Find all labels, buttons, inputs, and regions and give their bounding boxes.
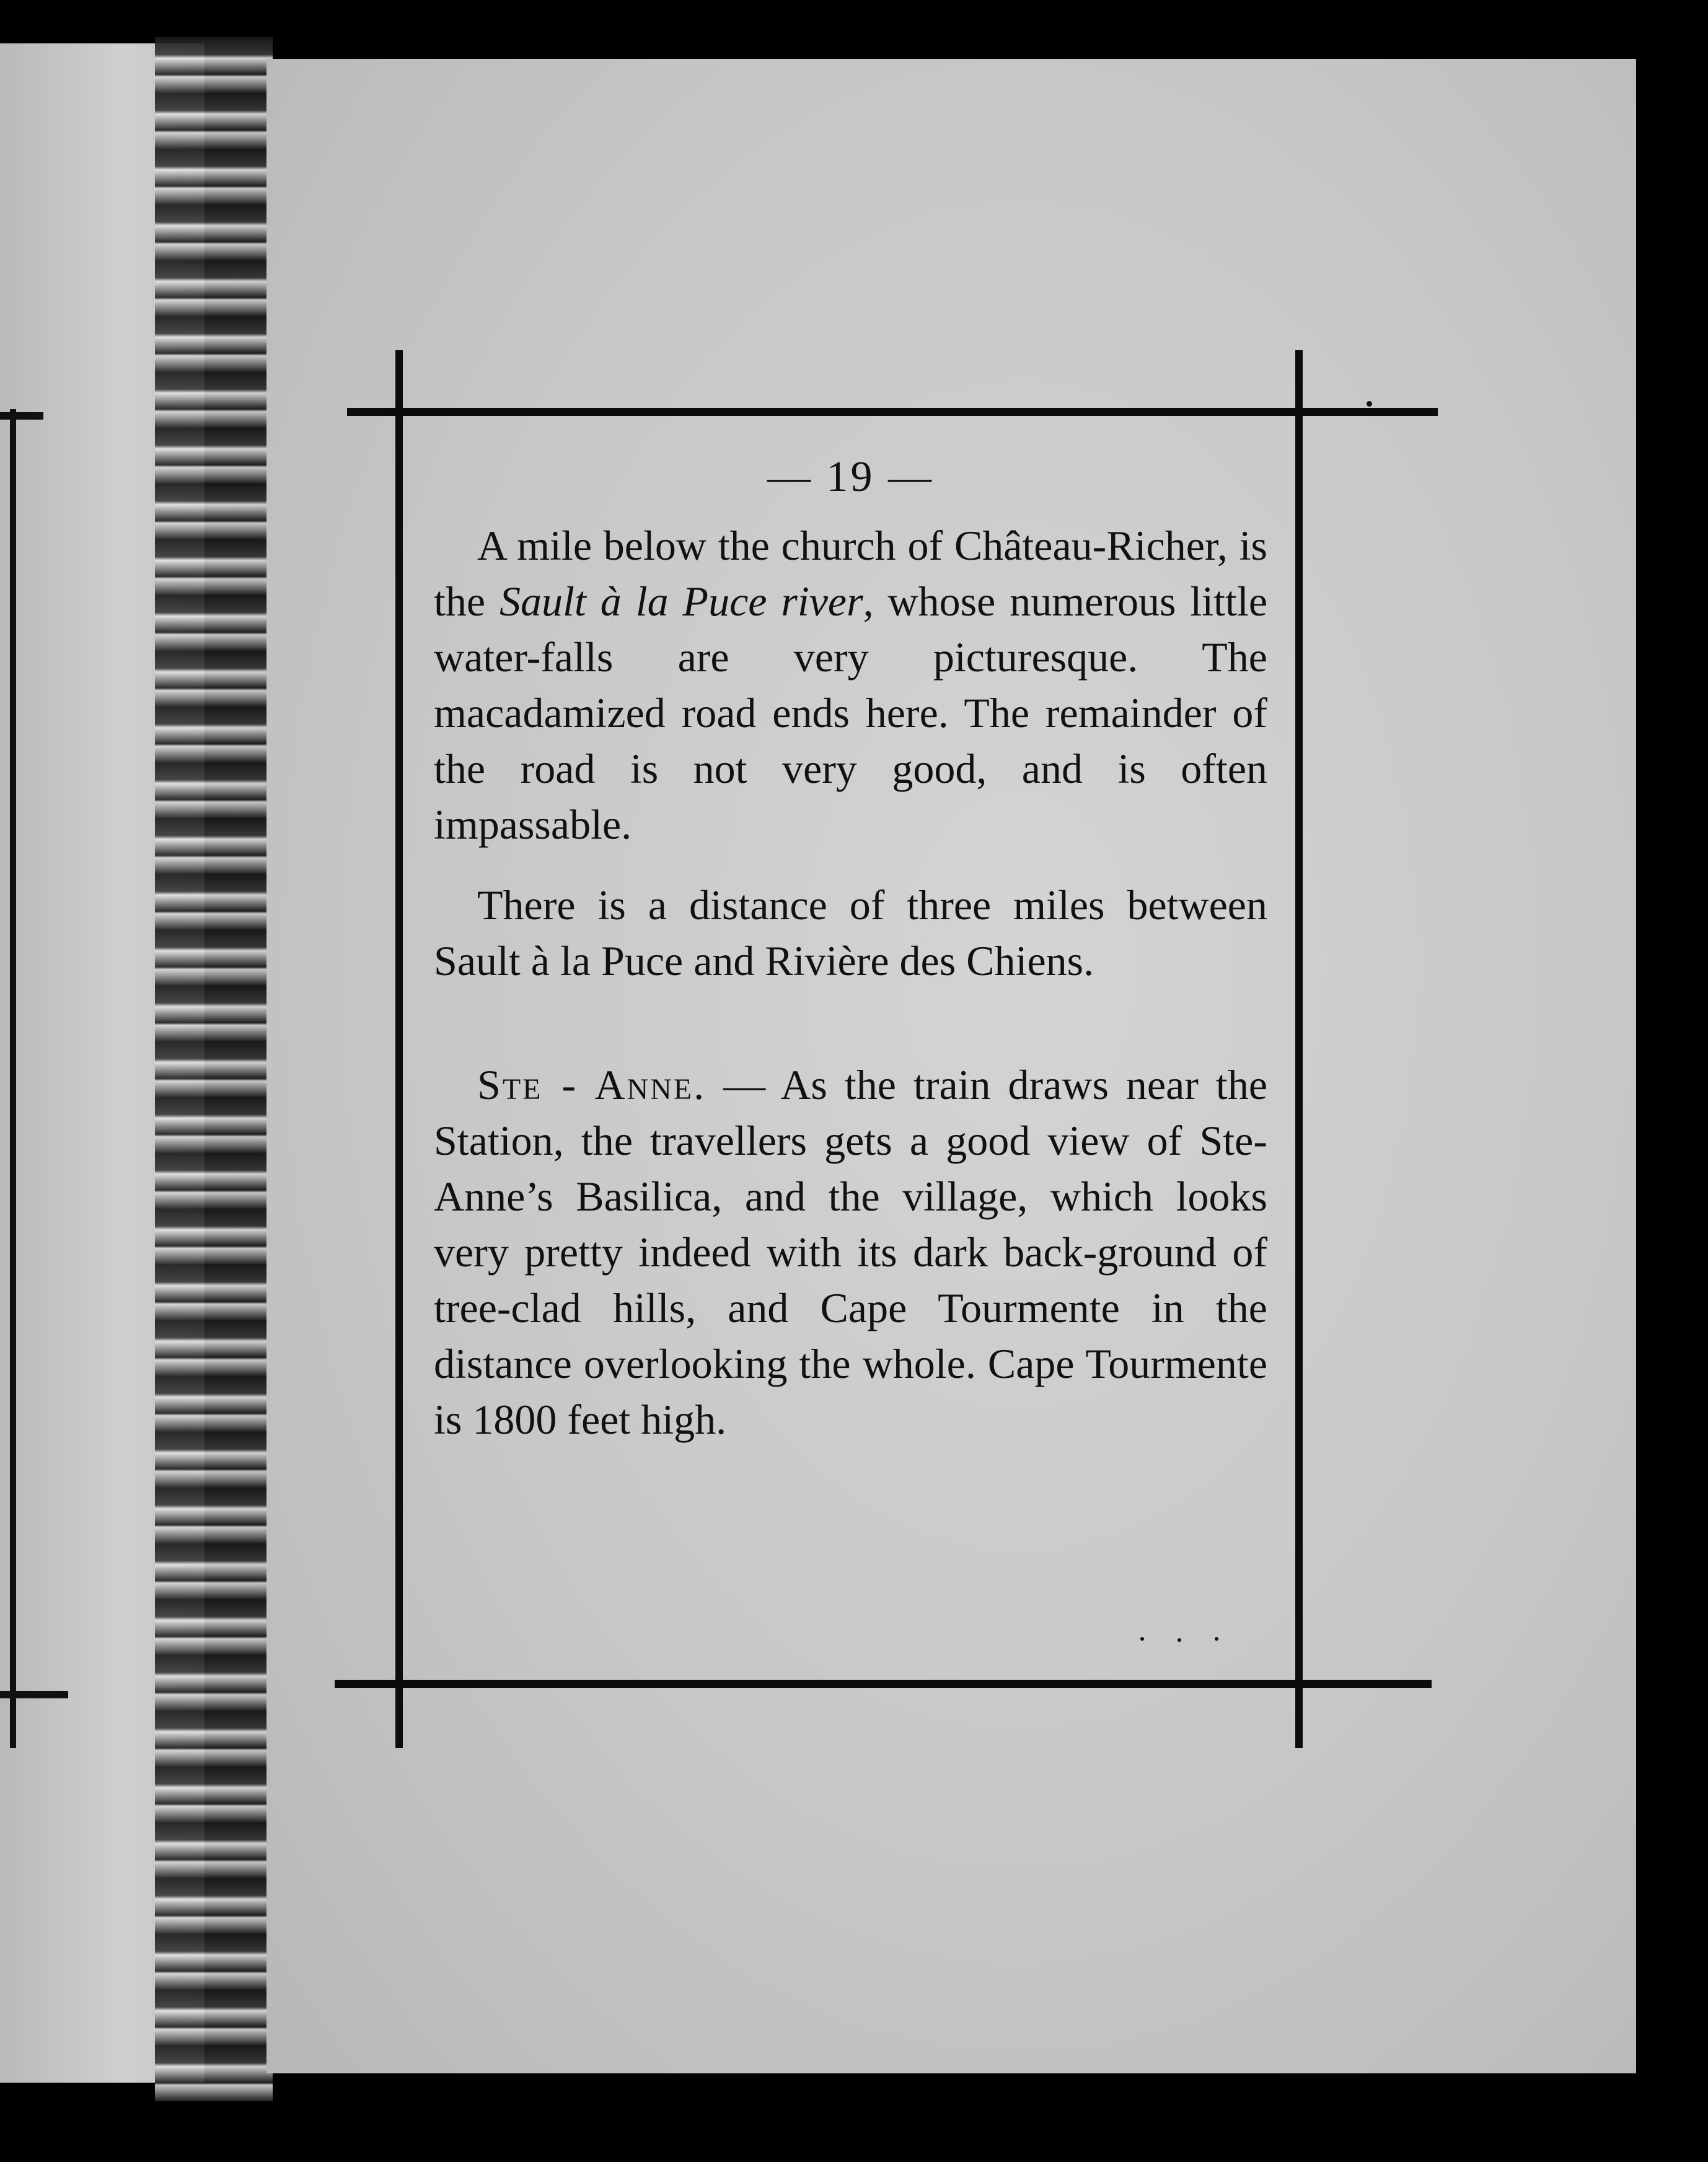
frame-bottom-rule bbox=[335, 1680, 1432, 1688]
previous-page-frame-rule bbox=[0, 412, 43, 420]
print-speck bbox=[1140, 1637, 1144, 1641]
frame-left-rule bbox=[395, 350, 403, 1748]
river-name: Sault à la Puce river bbox=[500, 578, 863, 625]
book-gutter bbox=[155, 37, 273, 2101]
print-speck bbox=[1367, 401, 1372, 407]
paragraph-text: — As the train draws near the Station, the travellers gets a good view of Ste-Anne’s Basilica, and the village, which looks very pretty indeed with its dark back-ground of tree-clad hills, and Cape Tourmente in the distance overlooking the whole. Cape Tourmente is 1800 feet high. bbox=[434, 1061, 1268, 1443]
frame-right-rule bbox=[1295, 350, 1303, 1748]
section-lead: Ste - Anne. bbox=[477, 1061, 707, 1108]
page-number: — 19 — bbox=[767, 453, 934, 501]
previous-page-frame-rule bbox=[0, 1691, 68, 1698]
page-text bbox=[434, 449, 1267, 1472]
paragraph bbox=[434, 518, 1267, 852]
paragraph bbox=[434, 1057, 1267, 1447]
print-speck bbox=[1178, 1638, 1181, 1642]
previous-page-frame-rule bbox=[10, 409, 16, 1748]
paragraph: There is a distance of three miles between Sault à la Puce and Rivière des Chiens. bbox=[434, 881, 1267, 984]
frame-top-rule bbox=[347, 408, 1438, 416]
paragraph-text: , whose numerous little water-falls are very picturesque. The macadamized road ends here. The remainder of the road is not very good, and is often impassable. bbox=[434, 578, 1268, 848]
paragraph-text: A mile below the church of Château-Richer, is the bbox=[434, 522, 1267, 625]
print-speck bbox=[1215, 1637, 1218, 1641]
